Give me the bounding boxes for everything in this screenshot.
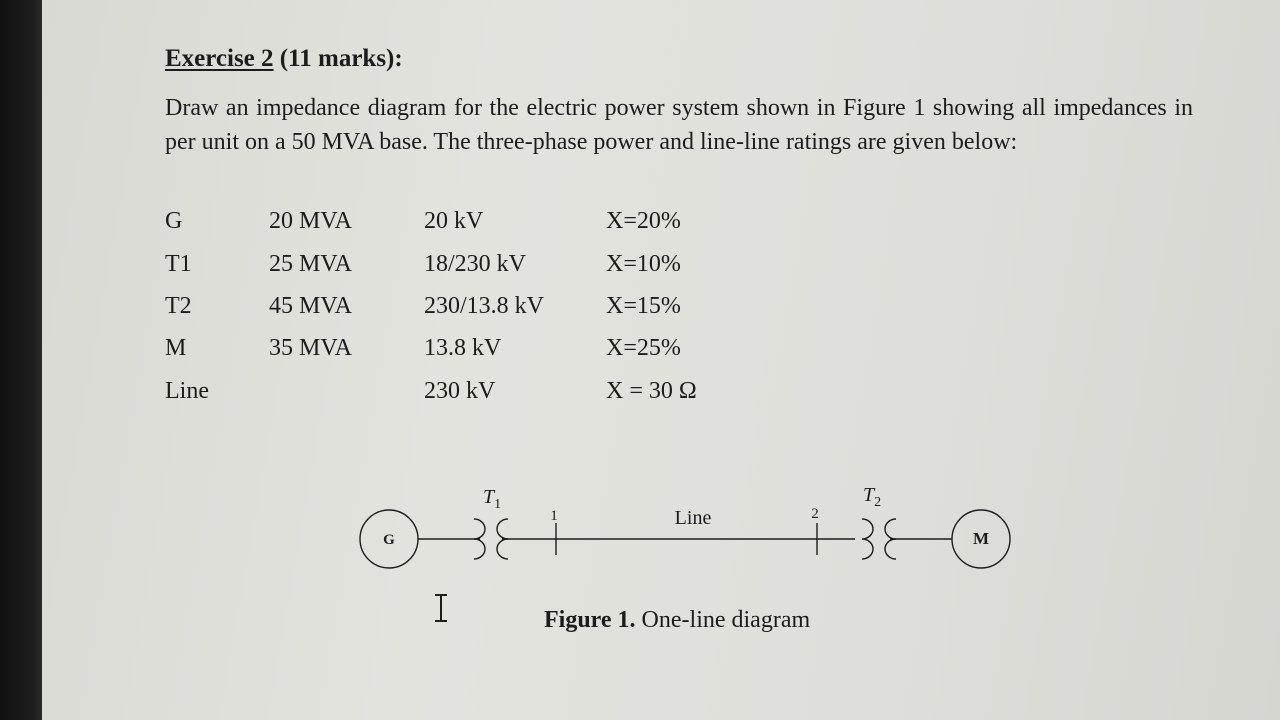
t2-letter: T	[863, 484, 875, 506]
generator-label: G	[383, 532, 395, 548]
component-voltage: 230 kV	[424, 378, 496, 404]
component-name: M	[165, 335, 187, 361]
component-reactance: X=15%	[606, 293, 681, 319]
exercise-prompt: Draw an impedance diagram for the electric power system shown in Figure 1 showing all impedances in per unit on a 50 MVA base. The three-phase power and line-line ratings are given below:	[165, 95, 1193, 155]
bus-2-label: 2	[811, 506, 819, 522]
t2-subscript: 2	[874, 495, 882, 510]
text-cursor-icon	[433, 593, 449, 623]
component-reactance: X=25%	[606, 335, 681, 361]
t1-label	[483, 486, 501, 512]
component-reactance: X=10%	[606, 251, 681, 277]
component-name: T1	[165, 251, 192, 277]
component-power: 35 MVA	[269, 335, 352, 361]
component-voltage: 18/230 kV	[424, 251, 526, 277]
motor-label: M	[972, 529, 990, 548]
component-reactance: X = 30 Ω	[606, 378, 697, 404]
exercise-heading	[165, 45, 403, 73]
component-reactance: X=20%	[606, 208, 681, 234]
component-voltage: 13.8 kV	[424, 335, 502, 361]
monitor-bezel	[0, 0, 42, 720]
exercise-marks: (11 marks):	[273, 45, 403, 72]
t1-letter: T	[483, 486, 495, 508]
component-name: Line	[165, 378, 209, 404]
component-power: 45 MVA	[269, 293, 352, 319]
t2-label	[863, 484, 881, 510]
line-label: Line	[674, 507, 712, 529]
component-power: 25 MVA	[269, 251, 352, 277]
component-power: 20 MVA	[269, 208, 352, 234]
figure-title: One-line diagram	[635, 607, 811, 633]
figure-caption	[544, 607, 810, 634]
component-voltage: 20 kV	[424, 208, 484, 234]
component-name: G	[165, 208, 183, 234]
component-voltage: 230/13.8 kV	[424, 293, 544, 319]
bus-1-label: 1	[550, 508, 558, 524]
exercise-number: Exercise 2	[165, 45, 274, 72]
one-line-diagram	[350, 475, 1020, 580]
t2-primary-winding	[862, 519, 873, 559]
figure-number: Figure 1.	[544, 607, 636, 633]
component-name: T2	[165, 293, 192, 319]
t1-subscript: 1	[494, 497, 502, 512]
